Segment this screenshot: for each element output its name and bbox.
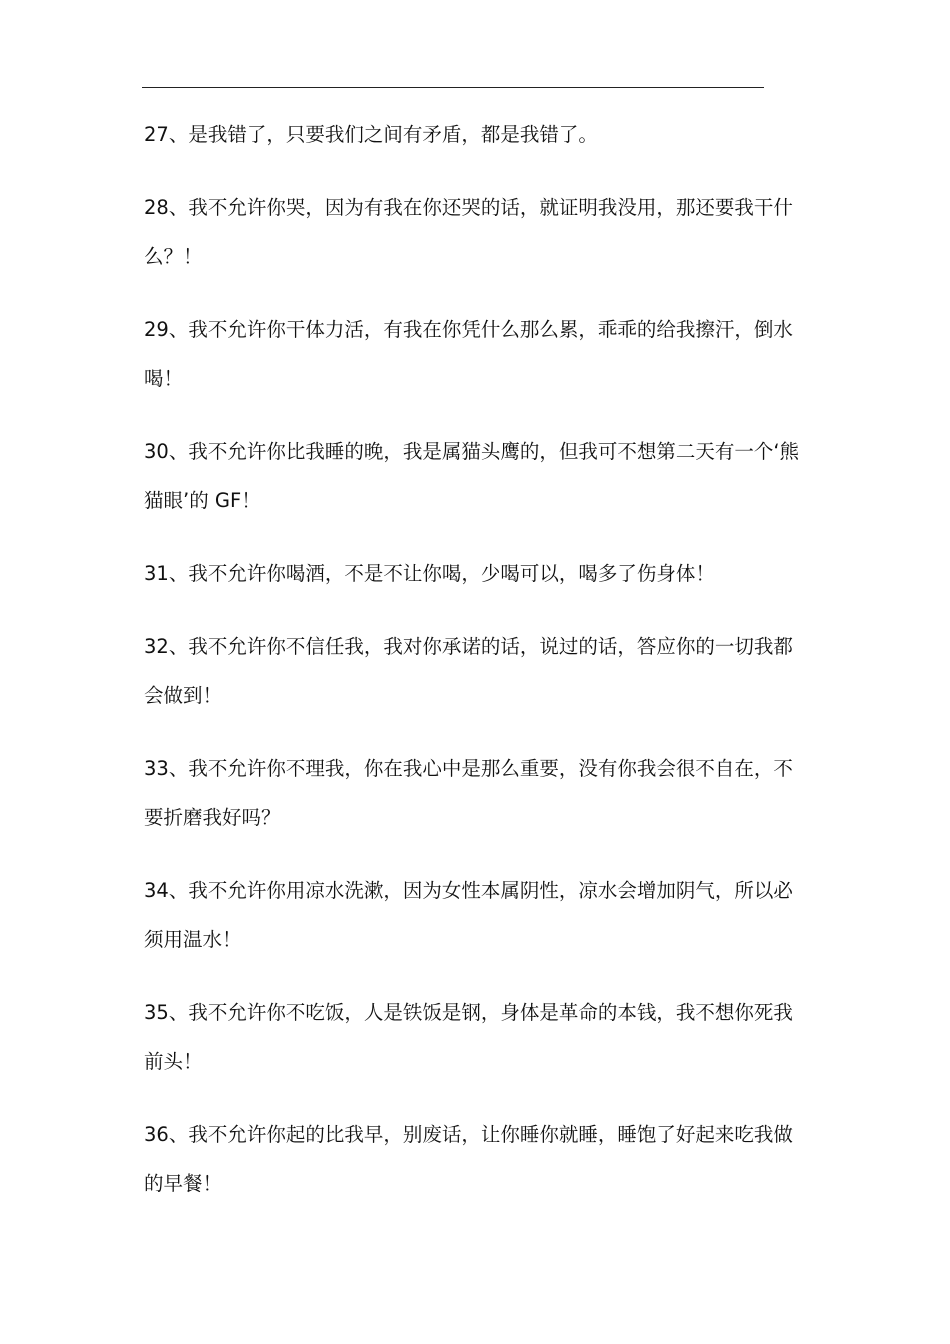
- list-item: 32、我不允许你不信任我，我对你承诺的话，说过的话，答应你的一切我都会做到！: [144, 635, 793, 707]
- list-item: 31、我不允许你喝酒，不是不让你喝，少喝可以，喝多了伤身体！: [144, 562, 715, 585]
- list-item: 28、我不允许你哭，因为有我在你还哭的话，就证明我没用，那还要我干什么？！: [144, 196, 793, 268]
- list-item: 30、我不允许你比我睡的晚，我是属猫头鹰的，但我可不想第二天有一个‘熊猫眼’的 GF！: [144, 440, 800, 512]
- list-item: 34、我不允许你用凉水洗漱，因为女性本属阴性，凉水会增加阴气，所以必须用温水！: [144, 879, 793, 951]
- list-item: 36、我不允许你起的比我早，别废话，让你睡你就睡，睡饱了好起来吃我做的早餐！: [144, 1123, 793, 1195]
- list-item: 35、我不允许你不吃饭，人是铁饭是钢，身体是革命的本钱，我不想你死我前头！: [144, 1001, 793, 1073]
- list-item: 33、我不允许你不理我，你在我心中是那么重要，没有你我会很不自在，不要折磨我好吗？: [144, 757, 793, 829]
- list-item: 27、是我错了，只要我们之间有矛盾，都是我错了。: [144, 123, 598, 146]
- item-list: [144, 110, 808, 1232]
- header-rule: [142, 87, 764, 88]
- list-item: 29、我不允许你干体力活，有我在你凭什么那么累，乖乖的给我擦汗，倒水喝！: [144, 318, 793, 390]
